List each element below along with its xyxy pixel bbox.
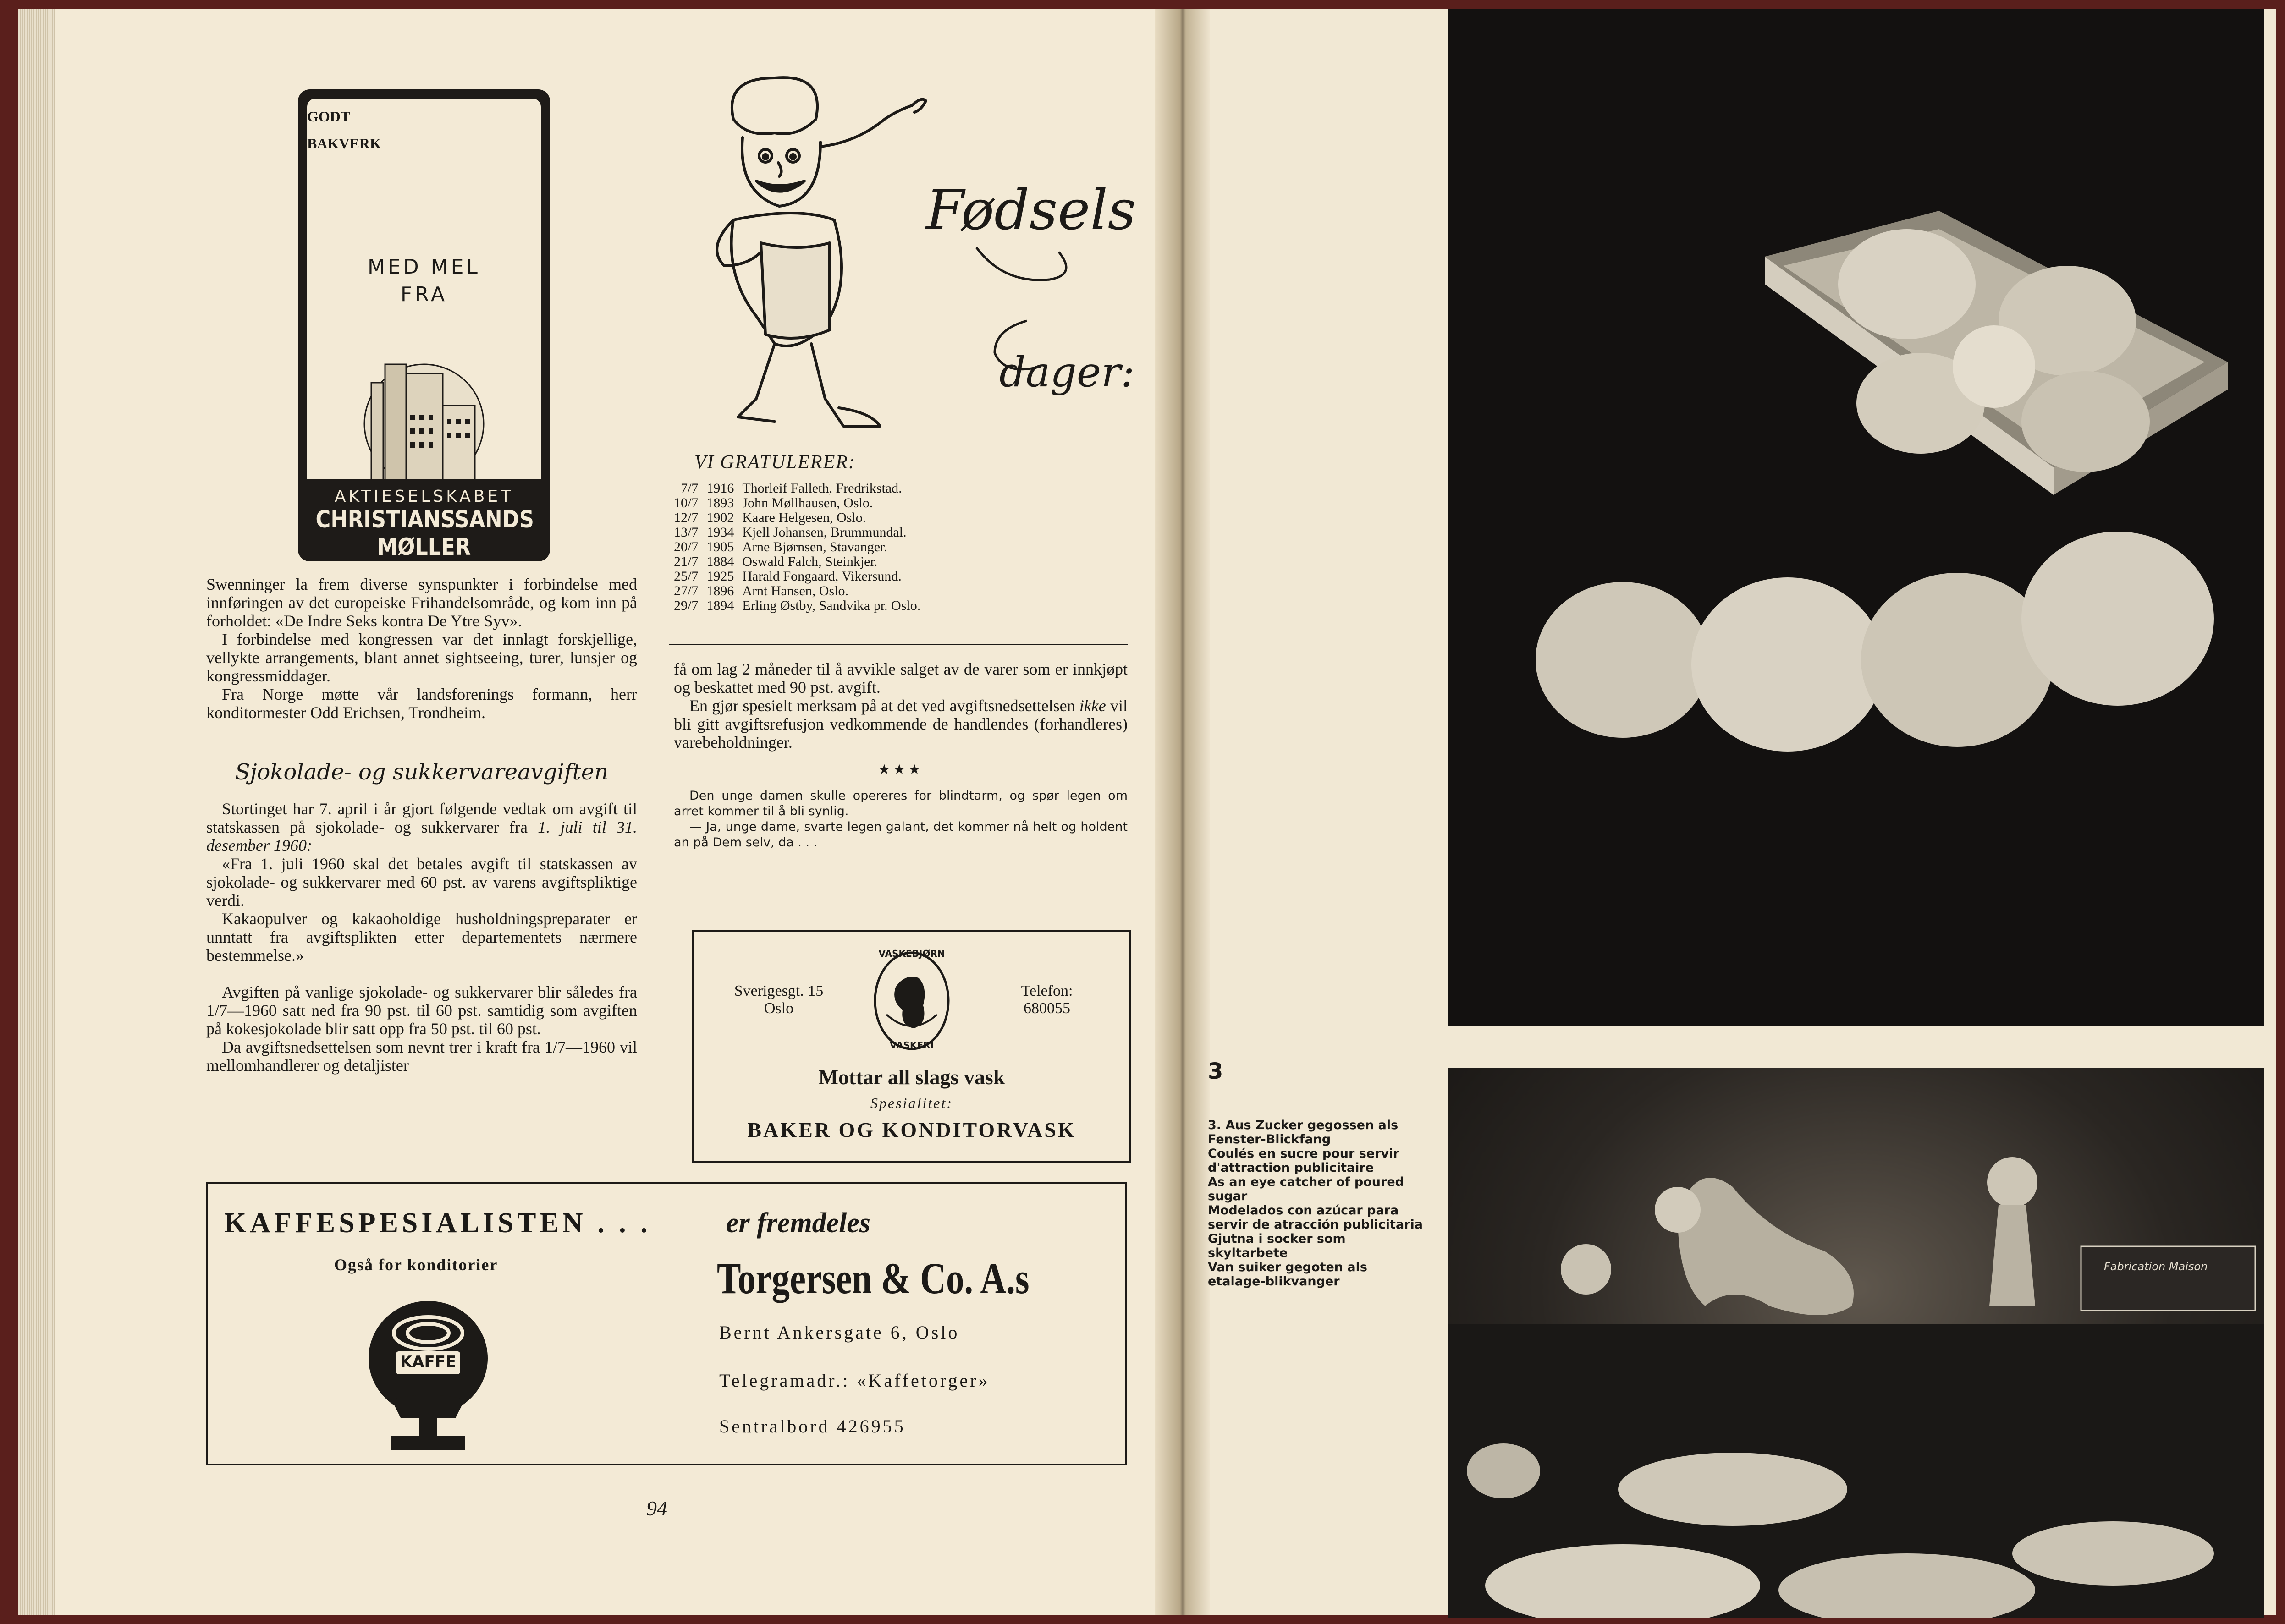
birthday-date: 12/7 [674, 510, 699, 525]
ad-kaffe [206, 1182, 1127, 1465]
birthday-name: John Møllhausen, Oslo. [742, 495, 873, 510]
page-number: 94 [646, 1497, 667, 1520]
ad-sub-med-mel: MED MEL [368, 255, 480, 279]
separator-stars: ★★★ [878, 762, 924, 777]
phone-number: 680055 [1024, 1000, 1070, 1017]
ad-company: Torgersen & Co. A.s [717, 1254, 1030, 1303]
paragraph-text: vil bli gitt avgiftsrefusjon vedkommende de handlendes (forhandleres) varebeholdninger. [674, 697, 1128, 752]
birthday-year: 1925 [706, 569, 734, 584]
caption-line: 3. Aus Zucker gegossen als Fenster-Blickfang [1208, 1118, 1399, 1147]
birthday-name: Harald Fongaard, Vikersund. [742, 569, 902, 584]
baker-illustration [706, 69, 949, 440]
birthday-name: Kjell Johansen, Brummundal. [742, 525, 907, 540]
quote-paragraph: Kakaopulver og kakaoholdige husholdningspreparater er unntatt fra avgiftsplikten etter departementets nærmere bestemmelse.» [206, 910, 637, 965]
caption-line: Gjutna i socker som skyltarbete [1208, 1232, 1346, 1260]
ad-headline-kaffespesialisten: KAFFESPESIALISTEN . . . [224, 1207, 651, 1239]
birthdays-script-title: Fødsels [926, 179, 1136, 242]
paragraph-text: Stortinget har 7. april i år gjort følgende vedtak om avgift til statskassen på sjokolade- og sukkervarer fra [206, 800, 637, 836]
sugar-box-illustration [1448, 9, 2264, 1026]
paragraph [674, 697, 1128, 752]
birthday-date: 29/7 [674, 598, 699, 613]
birthday-row [674, 481, 929, 496]
caption-line: Modelados con azúcar para servir de atracción publicitaria [1208, 1203, 1423, 1232]
paragraph: Swenninger la frem diverse synspunkter i forbindelse med innføringen av det europeiske Frihandelsområde, og kom inn på forholdet: «De Indre Seks kontra De Ytre Syv». [206, 575, 637, 630]
birthday-name: Erling Østby, Sandvika pr. Oslo. [742, 598, 921, 613]
birthday-date: 25/7 [674, 569, 699, 584]
birthday-row [674, 584, 929, 598]
ad-sub-fra: FRA [400, 283, 448, 306]
ad-vaskebjorn [692, 930, 1131, 1163]
ad-company-line-2: CHRISTIANSSANDS MØLLER [315, 506, 534, 561]
ad-address: Bernt Ankersgate 6, Oslo [719, 1322, 960, 1343]
caption-line: As an eye catcher of poured sugar [1208, 1175, 1404, 1203]
photo-sugar-display [1448, 1068, 2264, 1618]
ad-address [728, 982, 829, 1017]
caption-line: Coulés en sucre pour servir d'attraction publicitaire [1208, 1147, 1399, 1175]
quote-paragraph: «Fra 1. juli 1960 skal det betales avgift til statskassen av sjokolade- og sukkervarer med 60 pst. av varens avgiftspliktige verdi. [206, 855, 637, 910]
divider-rule [669, 644, 1128, 645]
bear-logo-icon [859, 946, 964, 1056]
birthday-year: 1902 [706, 510, 734, 525]
ad-headline: Mottar all slags vask [818, 1065, 1005, 1089]
phone-label: Telefon: [1021, 982, 1073, 999]
ad-headline-fremdeles: er fremdeles [726, 1207, 871, 1239]
ad-headline-bakverk: BAKVERK [307, 135, 381, 152]
birthday-name: Arnt Hansen, Oslo. [742, 583, 848, 598]
birthdays-table [674, 481, 929, 613]
script-flourish [967, 238, 1118, 385]
birthday-year: 1894 [706, 598, 734, 613]
logo-top-text: VASKEBJØRN [878, 948, 945, 959]
right-column [674, 660, 1128, 850]
birthday-date: 20/7 [674, 539, 699, 554]
ad-special: BAKER OG KONDITORVASK [747, 1118, 1076, 1141]
birthday-year: 1916 [706, 481, 734, 496]
paragraph: få om lag 2 måneder til å avvikle salget av de varer som er innkjøpt og beskattet med 90 pst. avgift. [674, 660, 1128, 697]
birthday-name: Oswald Falch, Steinkjer. [742, 554, 878, 569]
birthday-year: 1884 [706, 554, 734, 569]
birthday-row [674, 525, 929, 540]
ad-special-label: Spesialitet: [870, 1095, 953, 1111]
paragraph: Da avgiftsnedsettelsen som nevnt trer i kraft fra 1/7—1960 vil mellomhandlerer og detaljister [206, 1038, 637, 1075]
ad-company-line-3: KRISTIANSAND S. [335, 561, 513, 579]
kaffe-logo-text: KAFFE [400, 1353, 457, 1371]
birthday-year: 1893 [706, 495, 734, 510]
paragraph: I forbindelse med kongressen var det innlagt forskjellige, vellykte arrangements, blant annet sightseeing, turer, lunsjer og kongressmiddager. [206, 630, 637, 685]
paragraph-italic: ikke [1079, 697, 1106, 715]
paragraph: Avgiften på vanlige sjokolade- og sukkervarer blir således fra 1/7—1960 satt ned fra 90 pst. til 60 pst. samtidig som avgiften på kokesjokolade blir satt opp fra 50 pst. til 60 pst. [206, 983, 637, 1038]
birthday-row [674, 510, 929, 525]
birthday-row [674, 569, 929, 584]
ad-phone [1001, 982, 1093, 1017]
logo-bottom-text: VASKERI [889, 1040, 934, 1051]
ad-company-banner [298, 479, 550, 579]
joke-paragraph: — Ja, unge dame, svarte legen galant, det kommer nå helt og holdent an på Dem selv, da . . . [674, 820, 1128, 850]
birthday-row [674, 554, 929, 569]
section-heading: Sjokolade- og sukkervareavgiften [235, 759, 609, 785]
photo-sign-text: Fabrication Maison [2104, 1260, 2208, 1273]
ad-phone: Sentralbord 426955 [719, 1416, 906, 1437]
figure-number: 3 [1208, 1059, 1223, 1084]
birthday-date: 21/7 [674, 554, 699, 569]
ad-company-line-1: AKTIESELSKABET [334, 487, 514, 506]
birthday-year: 1934 [706, 525, 734, 540]
birthday-date: 27/7 [674, 583, 699, 598]
birthday-row [674, 496, 929, 510]
left-column [206, 575, 637, 1075]
ad-sub: Også for konditorier [334, 1256, 498, 1274]
birthday-year: 1905 [706, 539, 734, 554]
ad-headline-godt: GODT [307, 108, 351, 125]
birthday-date: 7/7 [681, 481, 699, 496]
mill-building-illustration [358, 355, 490, 483]
birthday-name: Arne Bjørnsen, Stavanger. [742, 539, 887, 554]
ad-telegram: Telegramadr.: «Kaffetorger» [719, 1370, 990, 1391]
birthday-year: 1896 [706, 583, 734, 598]
paragraph: Fra Norge møtte vår landsforenings formann, herr konditormester Odd Erichsen, Trondheim. [206, 685, 637, 722]
caption-line: Van suiker gegoten als etalage-blikvanger [1208, 1260, 1367, 1289]
paragraph [206, 800, 637, 855]
figure-caption [1208, 1118, 1423, 1289]
photo-sugar-box [1448, 9, 2264, 1026]
birthday-date: 13/7 [674, 525, 699, 540]
birthday-row [674, 540, 929, 554]
birthdays-script-subtitle: dager: [999, 348, 1135, 396]
page-edges [18, 9, 55, 1615]
address-city: Oslo [764, 1000, 794, 1017]
sugar-display-illustration [1448, 1068, 2264, 1618]
birthday-row [674, 598, 929, 613]
joke-paragraph: Den unge damen skulle opereres for blindtarm, og spør legen om arret kommer til å bli synlig. [674, 789, 1128, 818]
birthday-date: 10/7 [674, 495, 699, 510]
paragraph-italic: 1. juli til 31. desember 1960: [206, 818, 637, 855]
birthdays-heading: VI GRATULERER: [694, 452, 856, 473]
address-street: Sverigesgt. 15 [734, 982, 824, 999]
birthday-name: Kaare Helgesen, Oslo. [742, 510, 866, 525]
birthday-name: Thorleif Falleth, Fredrikstad. [742, 481, 902, 496]
kaffe-logo-icon [359, 1289, 497, 1454]
paragraph-text: En gjør spesielt merksam på at det ved avgiftsnedsettelsen [689, 697, 1079, 715]
book-gutter [1155, 9, 1210, 1615]
